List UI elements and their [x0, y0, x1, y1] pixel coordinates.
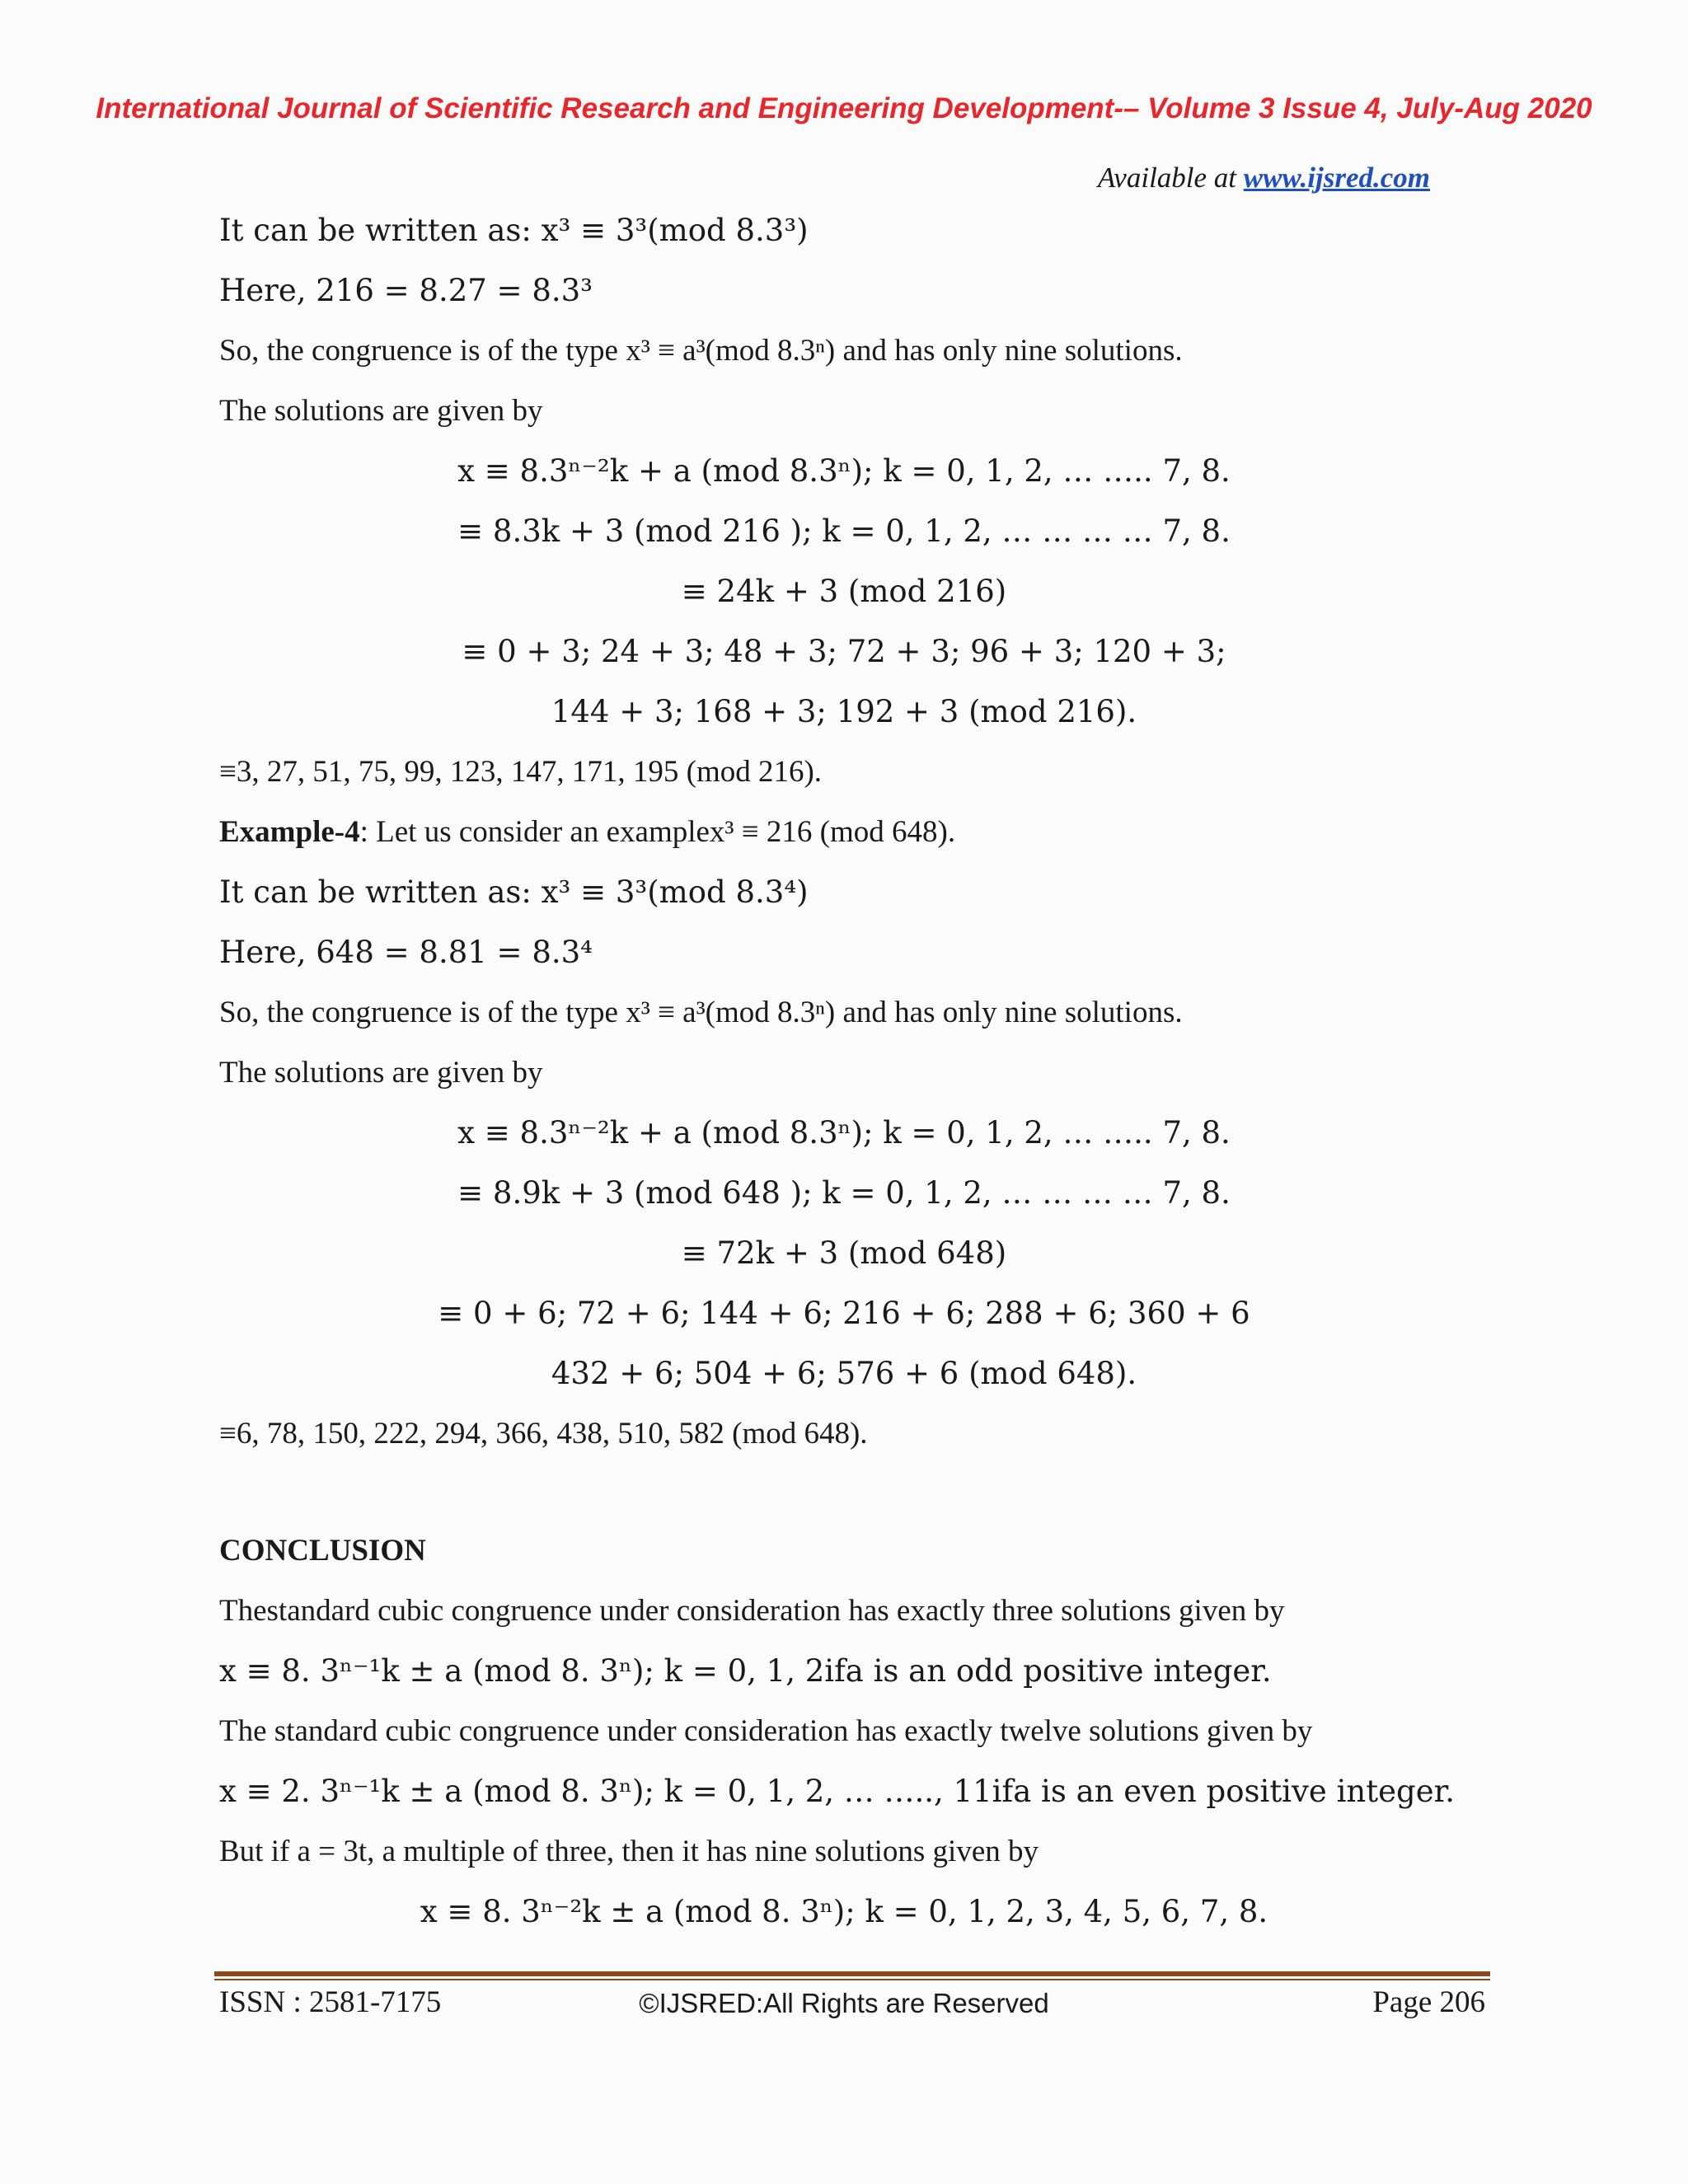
text-line: It can be written as: x³ ≡ 3³(mod 8.3³)	[219, 213, 809, 248]
formula-line: x ≡ 2. 3ⁿ⁻¹k ± a (mod 8. 3ⁿ); k = 0, 1, 2, … ….., 11ifa is an even positive integer.	[219, 1774, 1455, 1809]
text-line: So, the congruence is of the type x³ ≡ a³(mod 8.3ⁿ) and has only nine solutions.	[219, 996, 1183, 1029]
text-line: ≡3, 27, 51, 75, 99, 123, 147, 171, 195 (mod 216).	[219, 755, 823, 789]
equation-line: ≡ 0 + 6; 72 + 6; 144 + 6; 216 + 6; 288 + 6; 360 + 6	[438, 1296, 1250, 1331]
available-prefix: Available at	[1097, 162, 1244, 194]
equation-line: x ≡ 8.3ⁿ⁻²k + a (mod 8.3ⁿ); k = 0, 1, 2, … ….. 7, 8.	[457, 1115, 1231, 1151]
equation-line: ≡ 24k + 3 (mod 216)	[681, 574, 1007, 609]
text-line: It can be written as: x³ ≡ 3³(mod 8.3⁴)	[219, 874, 809, 910]
text-line: Here, 216 = 8.27 = 8.3³	[219, 273, 593, 308]
text-line: Thestandard cubic congruence under consideration has exactly three solutions given by	[219, 1594, 1285, 1628]
equation-line: x ≡ 8.3ⁿ⁻²k + a (mod 8.3ⁿ); k = 0, 1, 2, … ….. 7, 8.	[457, 453, 1231, 489]
equation-line: 432 + 6; 504 + 6; 576 + 6 (mod 648).	[551, 1356, 1137, 1391]
equation-line: x ≡ 8. 3ⁿ⁻²k ± a (mod 8. 3ⁿ); k = 0, 1, 2, 3, 4, 5, 6, 7, 8.	[420, 1894, 1268, 1929]
footer-rights: ©IJSRED:All Rights are Reserved	[639, 1988, 1049, 2018]
footer-page-number: Page 206	[1372, 1985, 1485, 2019]
text-line: ≡6, 78, 150, 222, 294, 366, 438, 510, 582 (mod 648).	[219, 1417, 868, 1451]
text-line: But if a = 3t, a multiple of three, then it has nine solutions given by	[219, 1835, 1039, 1868]
equation-line: ≡ 8.3k + 3 (mod 216 ); k = 0, 1, 2, … … … … 7, 8.	[457, 513, 1231, 549]
example-heading	[219, 814, 955, 851]
journal-header: International Journal of Scientific Research and Engineering Development-– Volume 3 Issue 4, July-Aug 2020	[96, 92, 1592, 124]
text-line: Here, 648 = 8.81 = 8.3⁴	[219, 935, 593, 970]
available-at	[1098, 162, 1430, 194]
equation-line: ≡ 72k + 3 (mod 648)	[681, 1235, 1007, 1271]
equation-line: ≡ 0 + 3; 24 + 3; 48 + 3; 72 + 3; 96 + 3; 120 + 3;	[462, 634, 1226, 669]
example-label: Example-4	[219, 815, 360, 849]
text-line: So, the congruence is of the type x³ ≡ a³(mod 8.3ⁿ) and has only nine solutions.	[219, 334, 1183, 368]
footer-rule	[214, 1971, 1490, 1976]
journal-website-link[interactable]: www.ijsred.com	[1243, 162, 1430, 194]
text-line: The solutions are given by	[219, 394, 543, 428]
footer-rule-thin	[214, 1979, 1490, 1980]
equation-line: 144 + 3; 168 + 3; 192 + 3 (mod 216).	[551, 694, 1137, 729]
section-heading: CONCLUSION	[219, 1534, 426, 1568]
footer-issn: ISSN : 2581-7175	[219, 1985, 442, 2019]
text-line: The solutions are given by	[219, 1056, 543, 1090]
text-line: The standard cubic congruence under consideration has exactly twelve solutions given by	[219, 1714, 1313, 1748]
equation-line: ≡ 8.9k + 3 (mod 648 ); k = 0, 1, 2, … … … … 7, 8.	[457, 1175, 1231, 1211]
example-text: : Let us consider an examplex³ ≡ 216 (mod 648).	[359, 815, 956, 849]
formula-line: x ≡ 8. 3ⁿ⁻¹k ± a (mod 8. 3ⁿ); k = 0, 1, 2ifa is an odd positive integer.	[219, 1653, 1272, 1689]
